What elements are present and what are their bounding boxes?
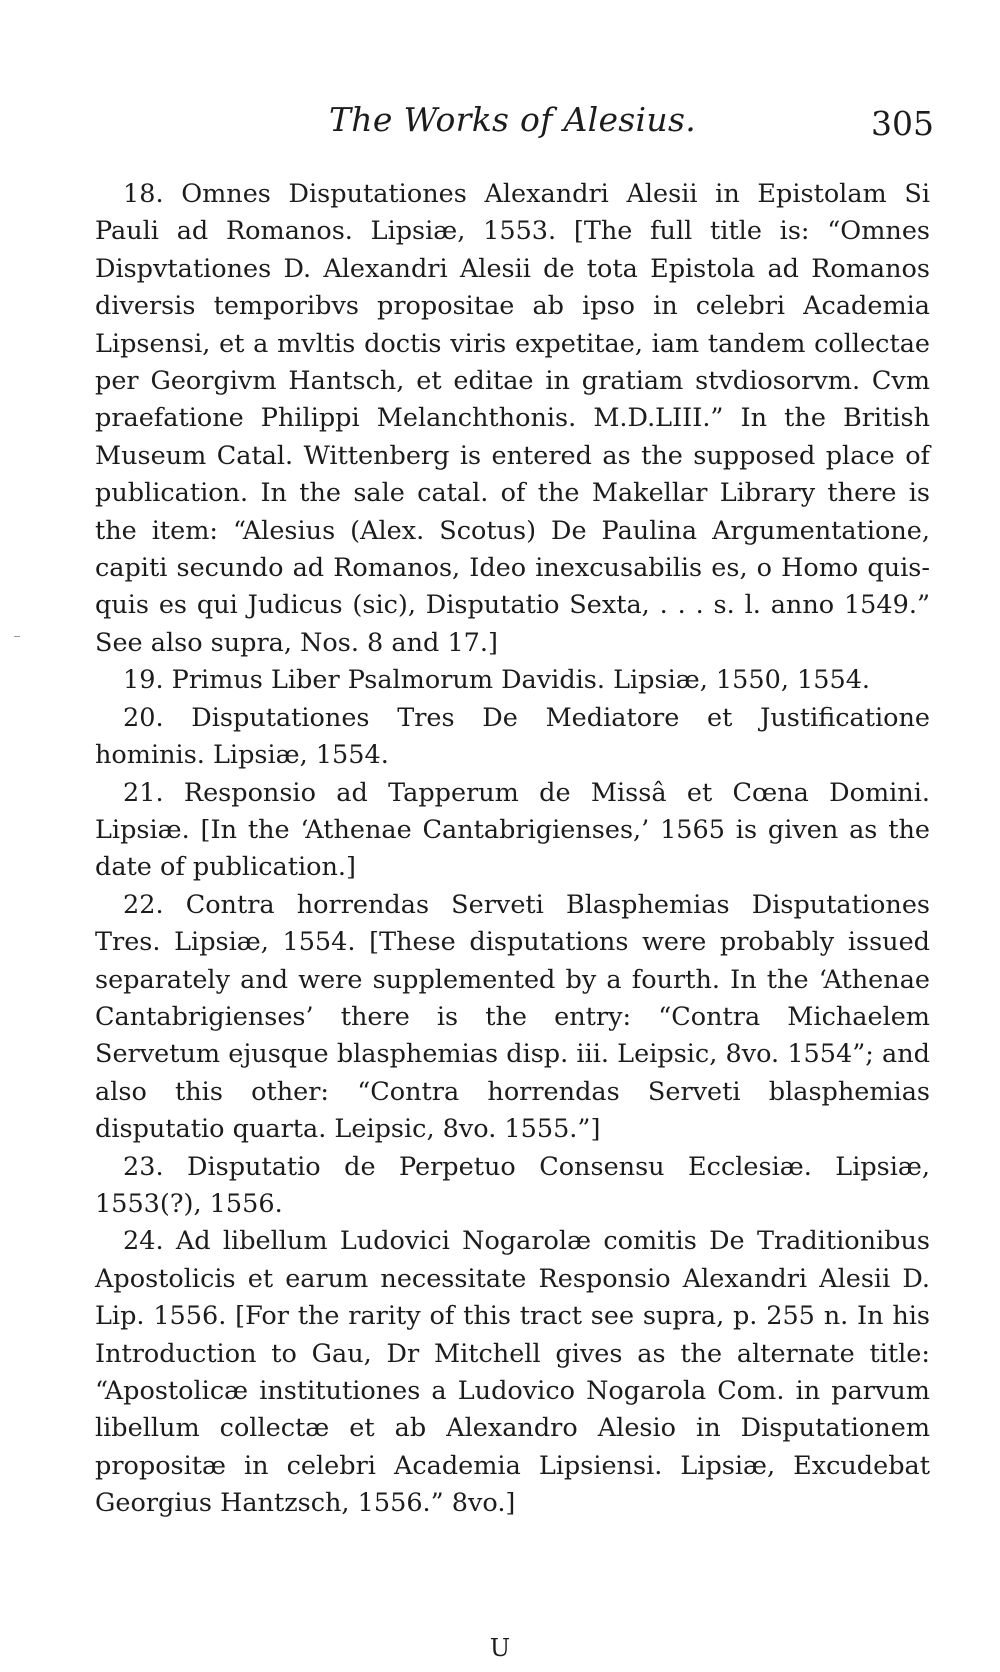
bibliography-list [95, 176, 930, 1523]
bibliography-entry-24: 24. Ad libellum Ludovici Nogarolæ comitis De Traditionibus Apostolicis et earum necessitate Responsio Alexandri Alesii D. Lip. 1556. [For the rarity of this tract see supra, p. 255 n. In his Introduction to Gau, Dr Mitchell gives as the alternate title: “Apostolicæ institutiones a Ludovico Nogarola Com. in parvum libellum collectæ et ab Alexandro Alesio in Disputationem propositæ in celebri Academia Lipsiensi. Lipsiæ, Excudebat Georgius Hantzsch, 1556.” 8vo.] [95, 1226, 930, 1519]
margin-mark [14, 636, 20, 637]
bibliography-entry-22: 22. Contra horrendas Serveti Blasphemias Disputationes Tres. Lipsiæ, 1554. [These disputations were probably issued separately and were supplemented by a fourth. In the ‘Athenae Cantabrigienses’ there is the entry: “Contra Michaelem Servetum ejusque blasphemias disp. iii. Leipsic, 8vo. 1554”; and also this other: “Contra horrendas Serveti blasphemias disputatio quarta. Leipsic, 8vo. 1555.”] [95, 889, 930, 1145]
bibliography-entry-18: 18. Omnes Disputationes Alexandri Alesii in Epistolam Si Pauli ad Romanos. Lipsiæ, 1553. [The full title is: “Omnes Dispvtationes D. Alexandri Alesii de tota Epistola ad Romanos diversis temporibvs propositae ab ipso in celebri Academia Lipsensi, et a mvltis doctis viris expetitae, iam tandem collectae per Georgivm Hantsch, et editae in gratiam stvdiosorvm. Cvm praefatione Philippi Melanchthonis. M.D.LIII.” In the British Museum Catal. Wittenberg is entered as the supposed place of publication. In the sale catal. of the Makellar Library there is the item: “Alesius (Alex. Scotus) De Paulina Argumentatione, capiti secundo ad Romanos, Ideo inexcusabilis es, o Homo quis-quis es qui Judicus (sic), Disputatio Sexta, . . . s. l. anno 1549.” See also supra, Nos. 8 and 17.] [95, 179, 930, 658]
signature-mark: U [489, 1634, 511, 1662]
bibliography-entry-20: 20. Disputationes Tres De Mediatore et Justificatione hominis. Lipsiæ, 1554. [95, 702, 930, 771]
running-title: The Works of Alesius. [329, 100, 696, 139]
bibliography-entry-23: 23. Disputatio de Perpetuo Consensu Ecclesiæ. Lipsiæ, 1553(?), 1556. [95, 1151, 930, 1219]
page-header [95, 100, 934, 150]
bibliography-entry-19: 19. Primus Liber Psalmorum Davidis. Lipsiæ, 1550, 1554. [123, 665, 871, 696]
bibliography-entry-21: 21. Responsio ad Tapperum de Missâ et Cœna Domini. Lipsiæ. [In the ‘Athenae Cantabrigienses,’ 1565 is given as the date of publication.] [95, 777, 930, 883]
page-number: 305 [871, 104, 934, 143]
